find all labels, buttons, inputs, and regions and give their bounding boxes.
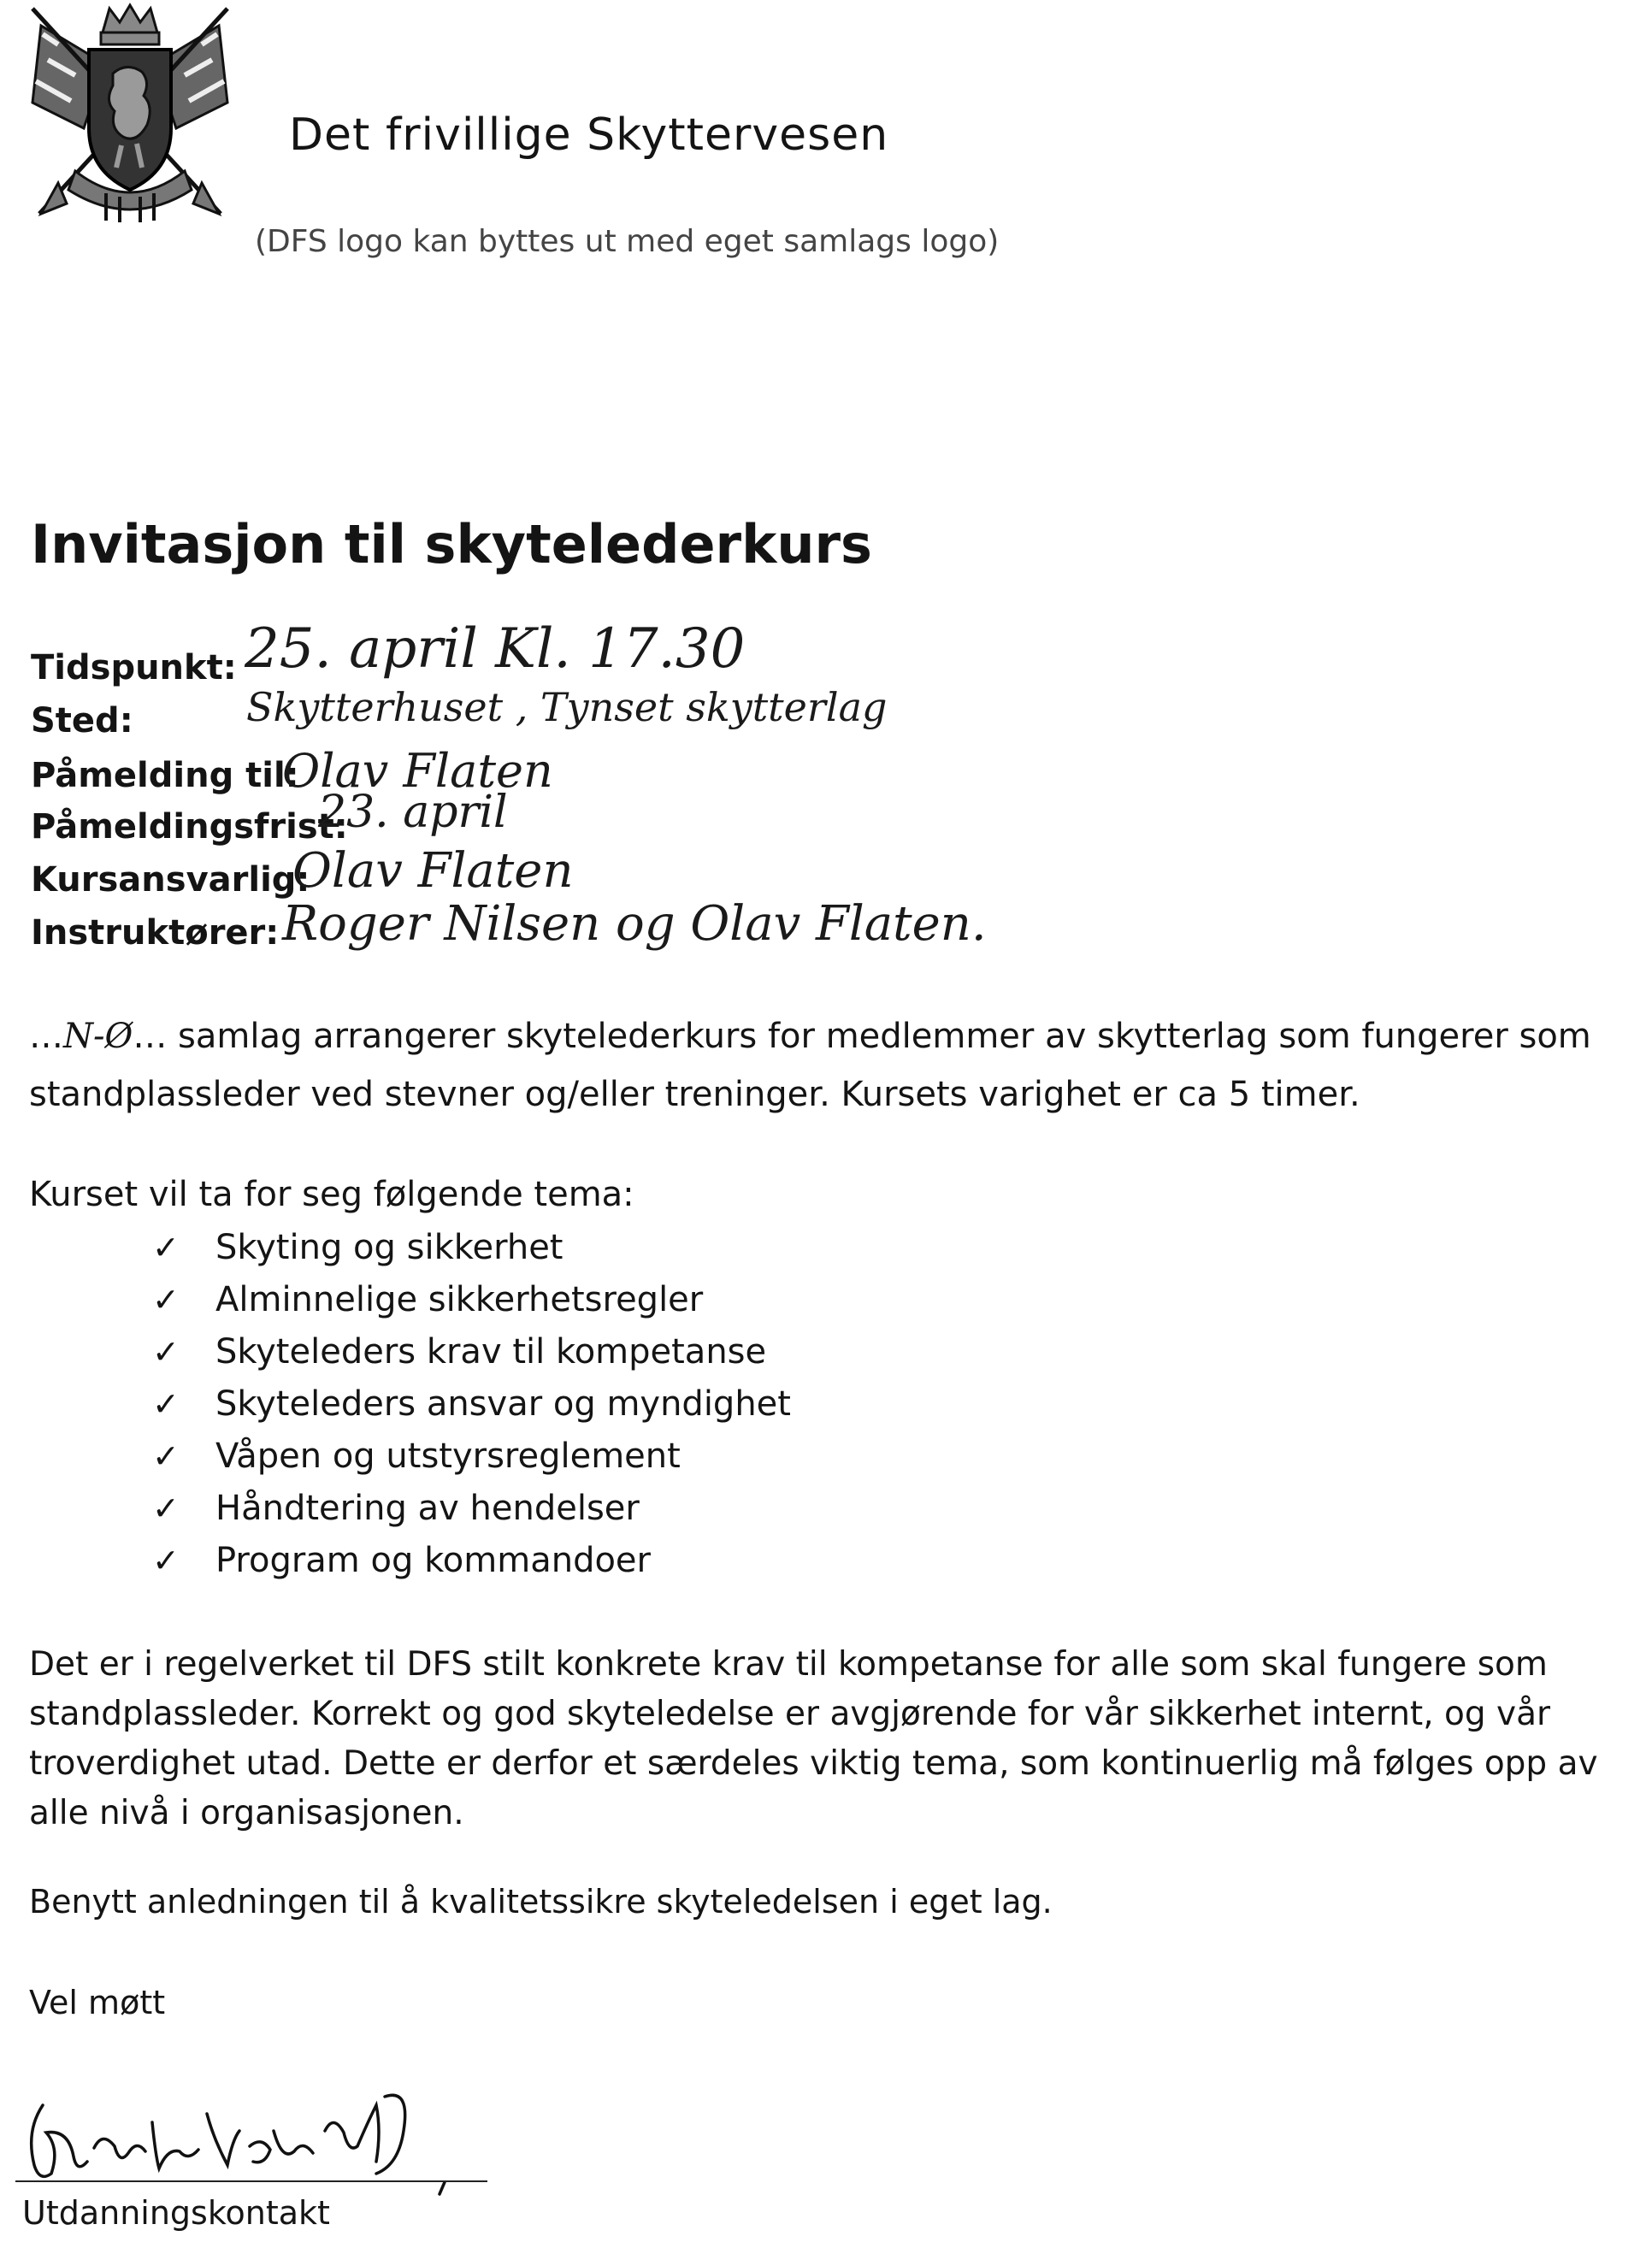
topic-label: Skyteleders krav til kompetanse [215,1331,767,1372]
topic-label: Alminnelige sikkerhetsregler [215,1279,704,1319]
topics-heading: Kurset vil ta for seg følgende tema: [29,1175,634,1214]
signature-line [15,2180,487,2182]
topic-label: Våpen og utstyrsreglement [215,1436,681,1476]
field-label-place: Sted: [31,701,133,740]
check-icon: ✓ [152,1384,180,1423]
topic-label: Skyteleders ansvar og myndighet [215,1384,791,1424]
check-icon: ✓ [152,1489,180,1527]
field-value-deadline: 23. april [318,787,508,838]
field-value-course-lead: Olav Flaten [292,843,574,899]
field-value-instructors: Roger Nilsen og Olav Flaten. [282,896,987,952]
field-label-course-lead: Kursansvarlig: [31,860,310,900]
field-value-time: 25. april Kl. 17.30 [245,617,746,681]
list-item [152,1378,791,1430]
list-item [152,1273,791,1325]
list-item [152,1482,791,1534]
list-item [152,1221,791,1273]
check-icon: ✓ [152,1228,180,1266]
topic-label: Håndtering av hendelser [215,1488,640,1528]
check-icon: ✓ [152,1332,180,1371]
intro-samlag-fill: N-Ø [63,1017,133,1056]
check-icon: ✓ [152,1280,180,1319]
check-icon: ✓ [152,1437,180,1475]
field-label-time: Tidspunkt: [31,648,237,687]
topic-label: Program og kommandoer [215,1540,651,1580]
field-label-instructors: Instruktører: [31,913,280,953]
signature-role: Utdanningskontakt [22,2194,330,2232]
greeting: Vel møtt [29,1984,166,2021]
intro-lead-dots: … [133,1017,168,1056]
field-value-place: Skytterhuset , Tynset skytterlag [246,684,888,730]
check-icon: ✓ [152,1541,180,1579]
dfs-logo [24,0,236,224]
list-item [152,1430,791,1482]
intro-paragraph [29,1007,1628,1124]
page-title: Invitasjon til skytelederkurs [31,513,872,575]
organization-name: Det frivillige Skyttervesen [289,109,889,161]
intro-text: samlag arrangerer skytelederkurs for medlemmer av skytterlag som fungerer som standplassleder ved stevner og/eller treninger. Kursets varighet er ca 5 timer. [29,1017,1591,1114]
quality-line: Benytt anledningen til å kvalitetssikre skyteledelsen i eget lag. [29,1883,1053,1920]
list-item [152,1534,791,1586]
body-paragraph: Det er i regelverket til DFS stilt konkrete krav til kompetanse for alle som skal fungere som standplassleder. Korrekt og god skyteledelse er avgjørende for vår sikkerhet internt, og vår troverdighet utad. Dette er derfor et særdeles viktig tema, som kontinuerlig må følges opp av alle nivå i organisasjonen. [29,1645,1598,1832]
topics-list [152,1221,791,1586]
field-value-registration: Olav Flaten [282,744,553,798]
field-label-deadline: Påmeldingsfrist: [31,807,348,847]
logo-note: (DFS logo kan byttes ut med eget samlags logo) [255,224,1000,259]
field-label-registration: Påmelding til: [31,756,299,795]
list-item [152,1325,791,1378]
topic-label: Skyting og sikkerhet [215,1227,563,1267]
intro-lead-dots: … [29,1017,63,1056]
